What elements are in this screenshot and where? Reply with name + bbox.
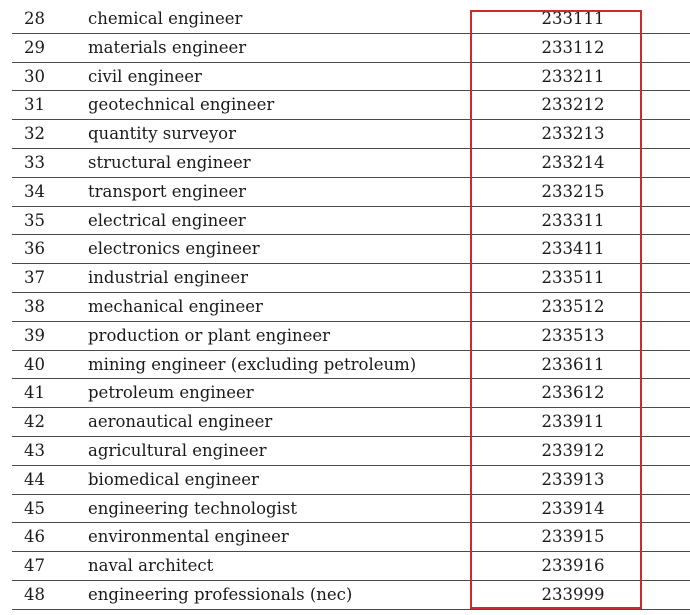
row-number: 39 (24, 325, 45, 345)
occupation-code: 233612 (541, 383, 605, 403)
table-row (12, 322, 690, 351)
row-number: 46 (24, 527, 45, 547)
table-row (12, 264, 690, 293)
occupation-code: 233112 (541, 37, 605, 57)
table-row (12, 466, 690, 495)
occupation-code: 233611 (541, 354, 605, 374)
table-row (12, 379, 690, 408)
occupation-name: production or plant engineer (88, 325, 331, 345)
table-row (12, 408, 690, 437)
occupation-name: structural engineer (88, 152, 251, 172)
table-row (12, 120, 690, 149)
occupation-code: 233411 (541, 239, 605, 259)
row-number: 40 (24, 354, 45, 374)
occupation-code: 233214 (541, 152, 605, 172)
occupation-name: aeronautical engineer (88, 412, 273, 432)
row-number: 38 (24, 296, 45, 316)
table-row (12, 207, 690, 236)
row-number: 32 (24, 124, 45, 144)
occupation-name: mining engineer (excluding petroleum) (88, 354, 417, 374)
occupation-name: quantity surveyor (88, 124, 236, 144)
row-number: 31 (24, 95, 45, 115)
occupation-name: biomedical engineer (88, 469, 259, 489)
row-number: 30 (24, 66, 45, 86)
occupation-code: 233311 (541, 210, 605, 230)
occupation-code: 233212 (541, 95, 605, 115)
row-number: 37 (24, 268, 45, 288)
row-number: 45 (24, 498, 45, 518)
row-number: 33 (24, 152, 45, 172)
occupation-name: electronics engineer (88, 239, 260, 259)
occupation-name: engineering professionals (nec) (88, 584, 353, 604)
table-row (12, 91, 690, 120)
row-number: 34 (24, 181, 45, 201)
occupation-code: 233915 (541, 527, 605, 547)
table-row (12, 63, 690, 92)
row-number: 42 (24, 412, 45, 432)
occupation-name: materials engineer (88, 37, 247, 57)
occupation-name: chemical engineer (88, 9, 243, 28)
occupation-name: mechanical engineer (88, 296, 263, 316)
occupation-name: transport engineer (88, 181, 246, 201)
table-row (12, 235, 690, 264)
occupation-code: 233211 (541, 66, 605, 86)
row-number: 41 (24, 383, 45, 403)
occupation-code: 233914 (541, 498, 605, 518)
occupation-code: 233913 (541, 469, 605, 489)
occupation-name: petroleum engineer (88, 383, 254, 403)
row-number: 36 (24, 239, 45, 259)
occupation-code: 233912 (541, 440, 605, 460)
occupation-code: 233111 (541, 9, 605, 28)
table-row (12, 437, 690, 466)
row-number: 35 (24, 210, 45, 230)
table-row (12, 34, 690, 63)
row-number: 29 (24, 37, 45, 57)
occupation-code: 233916 (541, 556, 605, 576)
occupation-code: 233215 (541, 181, 605, 201)
row-number: 44 (24, 469, 45, 489)
table-row (12, 581, 690, 610)
occupation-code: 233213 (541, 124, 605, 144)
table-row (12, 178, 690, 207)
table-row (12, 552, 690, 581)
table-row (12, 149, 690, 178)
row-number: 48 (24, 584, 45, 604)
occupation-name: industrial engineer (88, 268, 248, 288)
occupation-code: 233911 (541, 412, 605, 432)
occupation-name: environmental engineer (88, 527, 289, 547)
occupation-code: 233999 (541, 584, 605, 604)
occupation-name: naval architect (88, 556, 214, 576)
row-number: 43 (24, 440, 45, 460)
occupation-code: 233513 (541, 325, 605, 345)
occupation-name: agricultural engineer (88, 440, 267, 460)
table-row (12, 523, 690, 552)
row-number: 28 (24, 9, 45, 28)
table-row (12, 495, 690, 524)
occupation-code: 233512 (541, 296, 605, 316)
occupation-name: engineering technologist (88, 498, 297, 518)
occupation-name: geotechnical engineer (88, 95, 275, 115)
row-number: 47 (24, 556, 45, 576)
table-row (12, 293, 690, 322)
table-row (12, 5, 690, 34)
occupation-name: electrical engineer (88, 210, 246, 230)
occupation-code: 233511 (541, 268, 605, 288)
occupation-name: civil engineer (88, 66, 202, 86)
table-row (12, 351, 690, 380)
occupation-table (12, 5, 690, 610)
